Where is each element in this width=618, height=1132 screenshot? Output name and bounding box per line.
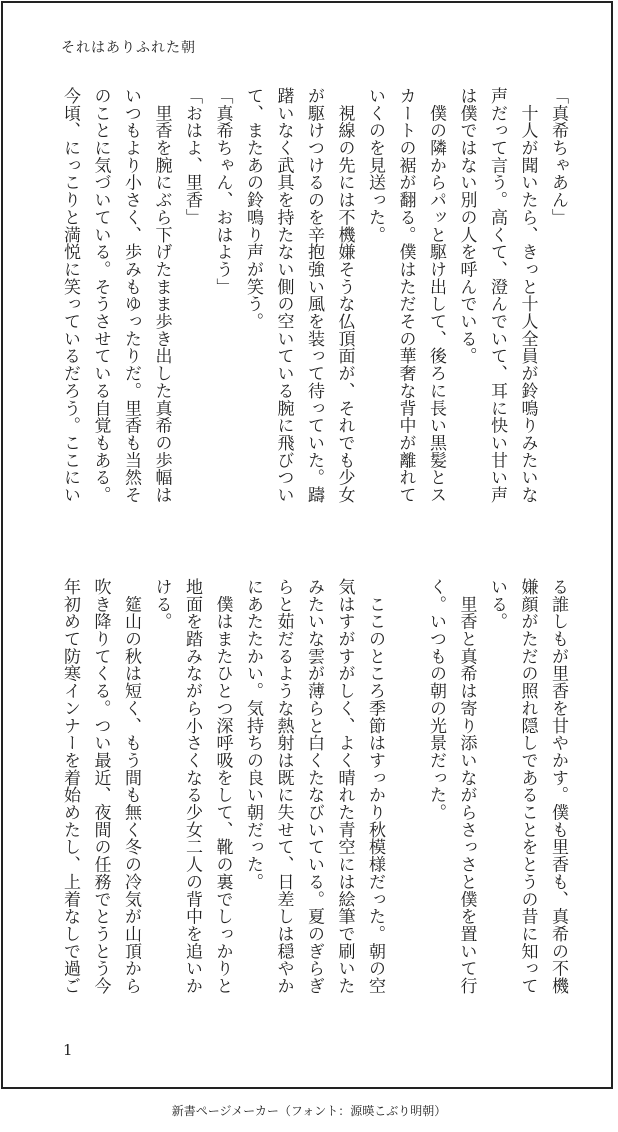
text-line: 里香と真希は寄り添いながらさっさと僕を置いて行 [456, 578, 477, 995]
text-line [390, 578, 421, 1023]
text-line: ここのところ季節はすっかり秋模様だった。朝の空 [365, 578, 385, 995]
text-line: らと茹だるような熱射は既に失せて、日差しは穏やか [273, 578, 294, 995]
text-line: みたいな雲が薄らと白くたなびいている。夏のぎらぎ [304, 578, 324, 995]
text-line: く。いつもの朝の光景だった。 [426, 578, 446, 821]
text-line: 里香を腕にぶら下げたまま歩き出した真希の歩幅は [151, 87, 172, 504]
text-line: のことに気づいている。そうさせている自覚もある。 [90, 87, 111, 504]
text-line: 年初めて防寒インナーを着始めたし、上着なしで過ご [60, 578, 80, 995]
text-line: いる。 [487, 578, 507, 631]
lower-text-block [59, 578, 573, 1023]
text-line: 十人が聞いたら、きっと十人全員が鈴鳴りみたいな [517, 87, 538, 504]
book-page [1, 1, 613, 1089]
text-line: 僕はまたひとつ深呼吸をして、靴の裏でしっかりと [212, 578, 233, 995]
text-line: 「おはよ、里香」 [182, 87, 202, 226]
text-line: て、またあの鈴鳴り声が笑う。 [243, 87, 263, 330]
text-line: 吹き降りてくる。つい最近、夜間の任務でとうとう今 [90, 578, 111, 995]
text-line: カートの裾が翻る。僕はただその華奢な背中が離れて [395, 87, 416, 504]
text-line: は僕ではない別の人を呼んでいる。 [456, 87, 477, 365]
text-line: 地面を踏みながら小さくなる少女二人の背中を追いか [182, 578, 202, 995]
footer-caption: 新書ページメーカー（フォント：源暎こぶり明朝） [171, 1104, 447, 1118]
text-line: いつもより小さく、歩みもゆったりだ。里香も当然そ [121, 87, 141, 504]
text-line: 躇いなく武具を持たない側の空いている腕に飛びつい [273, 87, 294, 504]
text-line: 筵山の秋は短く、もう間も無く冬の冷気が山頂から [121, 578, 141, 995]
text-line: いくのを見送った。 [365, 87, 385, 244]
text-line: 視線の先には不機嫌そうな仏頂面が、それでも少女 [334, 87, 355, 504]
upper-text-block [59, 87, 573, 527]
text-line: 「真希ちゃん、おはよう」 [212, 87, 233, 296]
text-line: 今頃、にっこりと満悦に笑っているだろう。ここにい [60, 87, 80, 504]
page-number: 1 [63, 1041, 73, 1059]
page-title: それはありふれた朝 [61, 40, 196, 56]
text-line: が駆けつけるのを辛抱強い風を装って待っていた。躊 [304, 87, 324, 504]
text-line: 僕の隣からパッと駆け出して、後ろに長い黒髪とス [426, 87, 446, 504]
text-line: 気はすがすがしく、よく晴れた青空には絵筆で刷いた [334, 578, 355, 995]
text-line: ける。 [151, 578, 172, 631]
text-line: 「真希ちゃあん」 [548, 87, 568, 226]
text-line: る誰しもが里香を甘やかす。僕も里香も、真希の不機 [548, 578, 568, 995]
text-line: 声だって言う。高くて、澄んでいて、耳に快い甘い声 [487, 87, 507, 504]
text-line: 嫌顔がただの照れ隠しであることをとうの昔に知って [517, 578, 538, 995]
text-line: にあたたかい。気持ちの良い朝だった。 [243, 578, 263, 891]
